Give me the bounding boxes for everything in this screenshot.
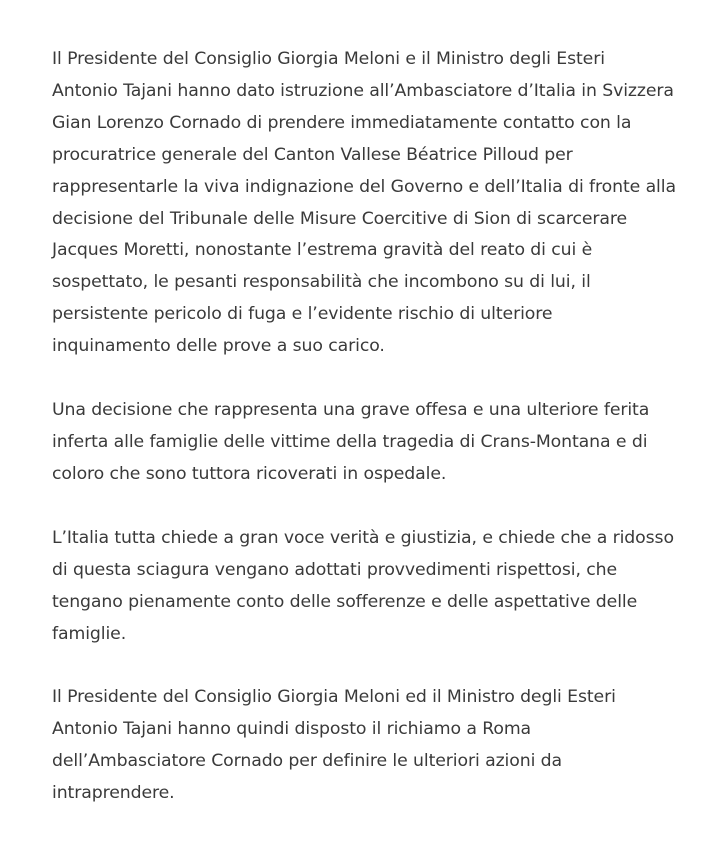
paragraph-truth-and-justice: L’Italia tutta chiede a gran voce verità e giustizia, e chiede che a ridosso di questa sciagura vengano adottati provvedimenti rispettosi, che tengano pienamente conto delle sofferenze e delle aspettative delle famiglie.: [52, 527, 674, 644]
paragraph-instruction-to-ambassador: Il Presidente del Consiglio Giorgia Meloni e il Ministro degli Esteri Antonio Tajani hanno dato istruzione all’Ambasciatore d’Italia in Svizzera Gian Lorenzo Cornado di prendere immediatamente contatto con la procuratrice generale del Canton Vallese Béatrice Pilloud per rappresentarle la viva indignazione del Governo e dell’Italia di fronte alla decisione del Tribunale delle Misure Coercitive di Sion di scarcerare Jacques Moretti, nonostante l’estrema gravità del reato di cui è sospettato, le pesanti responsabilità che incombono su di lui, il persistente pericolo di fuga e l’evidente rischio di ulteriore inquinamento delle prove a suo carico.: [52, 49, 676, 357]
paragraph-ambassador-recall: Il Presidente del Consiglio Giorgia Meloni ed il Ministro degli Esteri Antonio Tajani hanno quindi disposto il richiamo a Roma dell’Ambasciatore Cornado per definire le ulteriori azioni da intraprendere.: [52, 687, 616, 804]
article-body: [52, 44, 676, 810]
paragraph-grave-offense: Una decisione che rappresenta una grave offesa e una ulteriore ferita inferta alle famiglie delle vittime della tragedia di Crans-Montana e di coloro che sono tuttora ricoverati in ospedale.: [52, 400, 650, 484]
